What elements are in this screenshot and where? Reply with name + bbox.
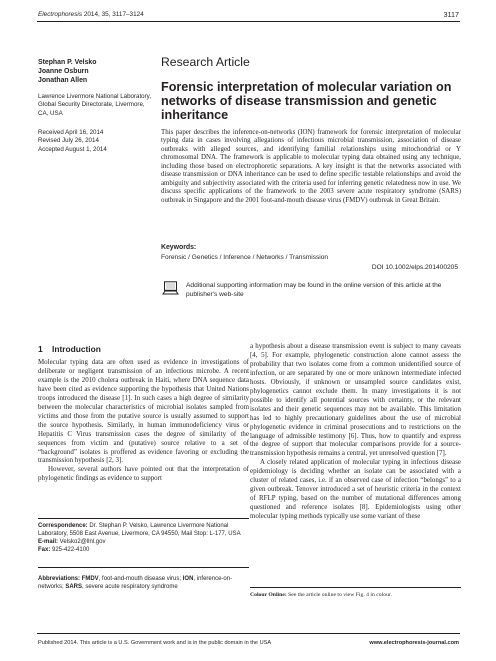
supporting-info: Additional supporting information may be found in the online version of this article at the publisher's web-site <box>186 282 442 298</box>
footnote-rule <box>38 567 249 568</box>
abbreviation-definition: , severe acute respiratory syndrome <box>82 584 178 590</box>
abbreviation-definition: , inference-on-networks; <box>38 576 233 590</box>
author: Jonathan Allen <box>38 77 88 85</box>
abstract: This paper describes the inference-on-networks (ION) framework for forensic interpretation of molecular typing data in cases involving allegations of infectious microbial transmission, association of disease outbreaks with alleged sources, and identifying familial relationships using mitochondrial or Y chromosomal DNA. The framework is applicable to molecular typing data obtained using any technique, including those based on electrophoretic separations. A key insight is that the networks associated with disease transmission or DNA inheritance can be used to define specific testable relationships and avoid the ambiguity and subjectivity associated with the criteria used for inferring genetic relatedness now in use. We discuss specific applications of the framework to the 2003 severe acute respiratory syndrome (SARS) outbreak in Singapore and the 2001 foot-and-mouth disease virus (FMDV) outbreak in Great Britain. <box>161 129 461 204</box>
doi[interactable]: DOI 10.1002/elps.201400205 <box>371 264 458 271</box>
colour-online-label: Colour Online: <box>250 592 287 598</box>
footer-notice: Published 2014. This article is a U.S. Government work and is in the public domain in the USA <box>38 640 272 646</box>
footer-rule <box>37 633 460 634</box>
abbreviations-label: Abbreviations: <box>38 576 81 582</box>
body-column-right <box>250 342 461 521</box>
paragraph: Molecular typing data are often used as evidence in investigations of deliberate or negligent transmission of an infectious microbe. A recent example is the 2010 cholera outbreak in Haiti, where DNA sequence data have been cited as evidence supporting the hypothesis that United Nations troops introduced the disease [1]. In such cases a high degree of similarity between the molecular characteristics of microbial isolates sampled from victims and those from the putative source is usually assumed to support the source hypothesis. Similarly, in human immunodeficiency virus or Hepatitis C Virus transmission cases the degree of similarity of the sequences from victim and (putative) source relative to a set of “background” isolates is proffered as evidence favoring or excluding the transmission hypothesis [2, 3]. <box>38 358 249 465</box>
abbreviation-definition: , foot-and-mouth disease virus; <box>98 576 183 582</box>
correspondence-text: Dr. Stephan P. Velsko, Lawrence Livermore National Laboratory, 5508 East Avenue, Livermore, CA 94550, Mail Stop: L-177, USA <box>38 523 241 537</box>
footnote-rule <box>38 518 249 519</box>
received-date: Received April 16, 2014 <box>38 129 104 136</box>
keywords-heading: Keywords: <box>161 244 197 251</box>
colour-online-text: See the article online to view Fig. 4 in colour. <box>286 592 392 598</box>
affiliation: Lawrence Livermore National Laboratory, Global Security Directorate, Livermore, CA, USA <box>38 93 152 117</box>
page-number: 3117 <box>443 10 459 19</box>
computer-icon <box>162 281 179 295</box>
correspondence-label: Correspondence: <box>38 523 88 529</box>
email-label: E-mail: <box>38 539 59 545</box>
article-type: Research Article <box>161 55 250 69</box>
fax: 925-422-4100 <box>50 547 90 553</box>
body-column-left <box>38 358 249 483</box>
revised-date: Revised July 26, 2014 <box>38 137 99 145</box>
abbreviation-term: SARS <box>65 584 83 590</box>
paragraph: a hypothesis about a disease transmission event is subject to many caveats [4, 5]. For example, phylogenetic construction alone cannot assess the probability that two isolates come from a common unidentified source of infection, or are separated by one or more unknown intermediate infected hosts. Obviously, if unknown or unsampled source candidates exist, phylogenetics cannot exclude them. In many investigations it is not possible to identify all potential sources with certainty, or the relevant isolates and their genetic sequences may not be available. This limitation has led to highly precautionary guidelines about the use of microbial phylogenetic evidence in criminal prosecutions and to restrictions on the language of admissible testimony [6]. Thus, how to quantify and express the degree of support that molecular comparisons provide for a source-transmission hypothesis remains a central, yet unresolved question [7]. <box>250 342 461 458</box>
correspondence <box>38 522 249 554</box>
fax-label: Fax: <box>38 547 51 553</box>
journal-name: Electrophoresis <box>38 11 83 18</box>
running-head <box>38 11 144 18</box>
accepted-date: Accepted August 1, 2014 <box>38 145 107 153</box>
abbreviation-term: ION <box>182 576 194 582</box>
keywords: Forensic / Genetics / Inference / Networks / Transmission <box>161 254 329 261</box>
author: Stephan P. Velsko <box>38 59 97 66</box>
author-list <box>38 58 150 85</box>
article-title: Forensic interpretation of molecular variation on networks of disease transmission and genetic inheritance <box>161 80 452 123</box>
colour-online-note <box>250 592 461 598</box>
section-number: 1 <box>38 344 43 354</box>
email[interactable]: Velsko2@llnl.gov <box>58 539 106 545</box>
abbreviation-term: FMDV <box>81 576 99 582</box>
author: Joanne Osburn <box>38 68 89 76</box>
footnote-rule <box>250 587 461 588</box>
section-heading <box>38 344 101 354</box>
citation: 2014, 35, 3117–3124 <box>83 11 144 18</box>
paragraph: However, several authors have pointed out that the interpretation of phylogenetic findings as evidence to support <box>38 465 249 483</box>
history-dates <box>38 129 153 154</box>
header-rule <box>37 21 460 22</box>
abbreviations <box>38 575 249 591</box>
paragraph: A closely related application of molecular typing in infectious disease epidemiology is deciding whether an isolate can be associated with a cluster of related cases, i.e. if an observed case of infection “belongs” to a given outbreak. Tenover introduced a set of heuristic criteria in the context of RFLP typing, based on the number of mutational differences among questioned and reference isolates [8]. Epidemiologists using other molecular typing methods typically use some variant of these <box>250 458 461 521</box>
journal-url[interactable]: www.electrophoresis-journal.com <box>369 640 459 646</box>
section-title: Introduction <box>52 344 101 354</box>
